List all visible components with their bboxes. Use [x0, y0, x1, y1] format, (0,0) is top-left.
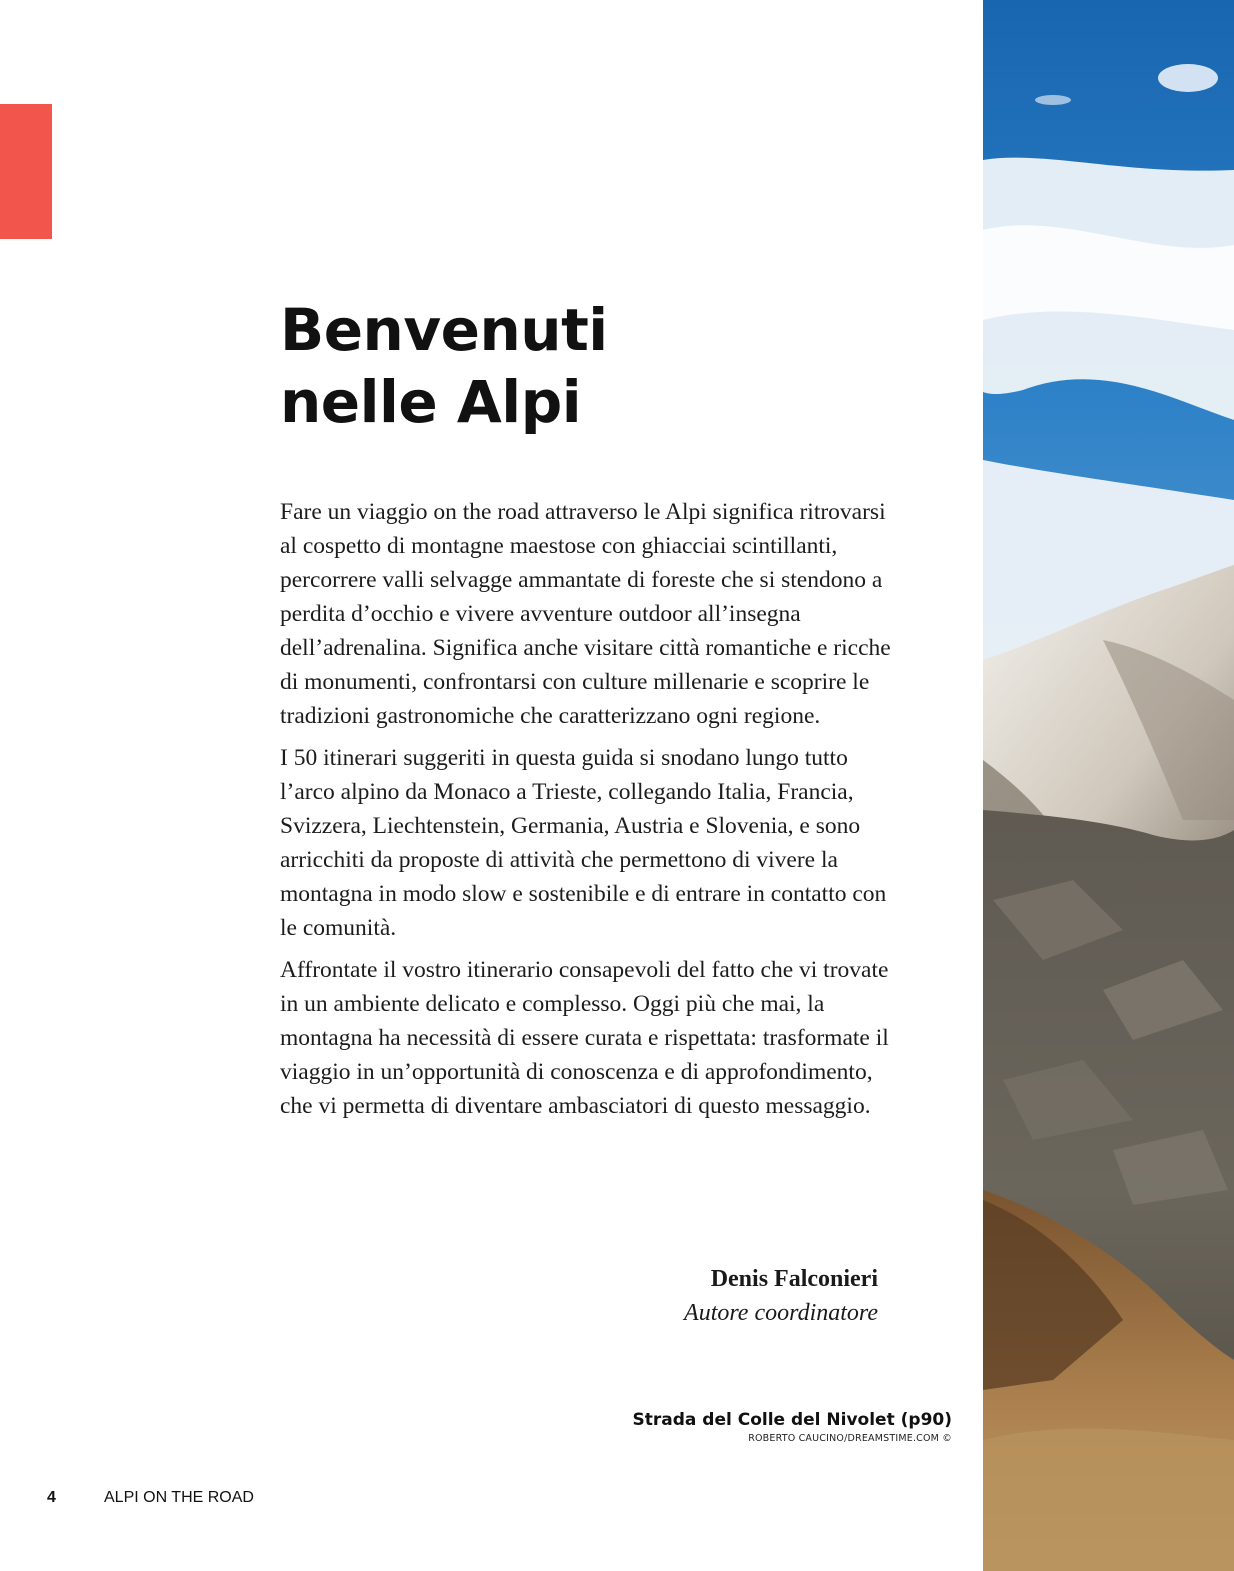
- photo-credit: ROBERTO CAUCINO/DREAMSTIME.COM ©: [748, 1433, 952, 1444]
- cloud: [1158, 64, 1218, 92]
- caption-title: Strada del Colle del Nivolet (p90): [632, 1410, 952, 1430]
- page-number: 4: [47, 1489, 56, 1506]
- cloud: [1035, 95, 1071, 105]
- title-line-1: Benvenuti: [280, 296, 608, 364]
- foreground-grass: [983, 1428, 1234, 1571]
- author-name: Denis Falconieri: [710, 1266, 878, 1292]
- paragraph-3: Affrontate il vostro itinerario consapevoli del fatto che vi trovate in un ambiente delicato e complesso. Oggi più che mai, la montagna ha necessità di essere curata e rispettata: trasformate il viaggio in un’opportunità di conoscenza e di approfondimento, che vi permetta di diventare ambasciatori di questo messaggio.: [280, 957, 889, 1119]
- signature: [684, 1262, 878, 1330]
- mountain-photo: [983, 0, 1234, 1571]
- author-role: Autore coordinatore: [684, 1300, 878, 1326]
- accent-tab: [0, 104, 52, 239]
- paragraph-1: Fare un viaggio on the road attraverso le Alpi significa ritrovarsi al cospetto di montagne maestose con ghiacciai scintillanti, percorrere valli selvagge ammantate di foreste che si stendono a perdita d’occhio e vivere avventure outdoor all’insegna dell’adrenalina. Significa anche visitare città romantiche e ricche di monumenti, confrontarsi con culture millenarie e scoprire le tradizioni gastronomiche che caratterizzano ogni regione.: [280, 499, 891, 729]
- title-line-2: nelle Alpi: [280, 368, 582, 436]
- page-title: [280, 294, 608, 438]
- body-text: [280, 495, 895, 1131]
- page-footer: [47, 1489, 254, 1507]
- paragraph-2: I 50 itinerari suggeriti in questa guida si snodano lungo tutto l’arco alpino da Monaco a Trieste, collegando Italia, Francia, Svizzera, Liechtenstein, Germania, Austria e Slovenia, e sono arricchiti da proposte di attività che permettono di vivere la montagna in modo slow e sostenibile e di entrare in contatto con le comunità.: [280, 745, 887, 941]
- photo-caption: [632, 1408, 952, 1446]
- running-title: ALPI ON THE ROAD: [104, 1489, 254, 1506]
